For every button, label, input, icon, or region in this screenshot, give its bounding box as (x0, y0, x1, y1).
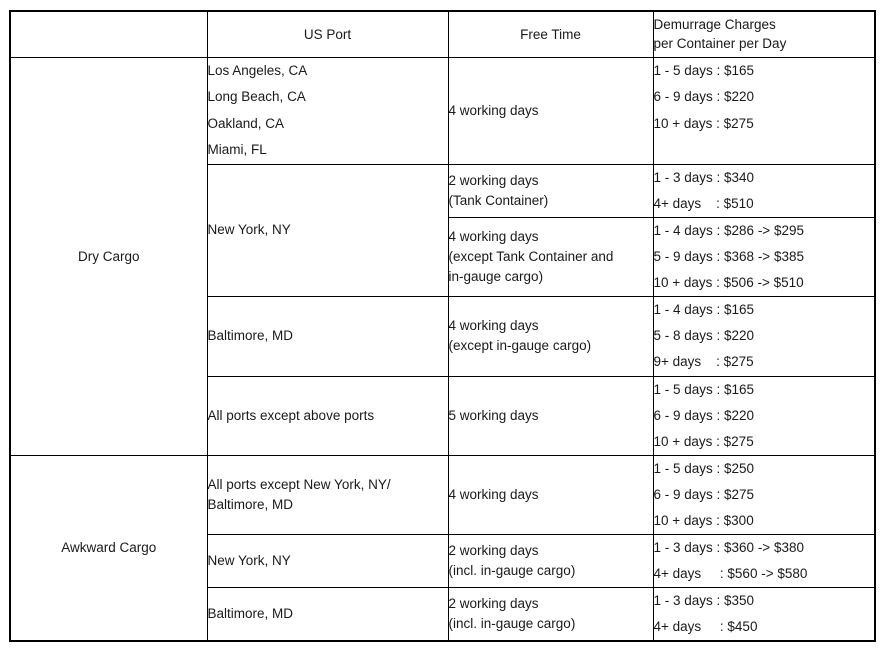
free-time-note: (incl. in-gauge cargo) (448, 562, 576, 578)
port-name: Baltimore, MD (207, 496, 294, 512)
header-demurrage-charges (653, 11, 875, 57)
port-cell: Baltimore, MD (207, 296, 448, 376)
table-row (10, 455, 875, 534)
port-cell (207, 57, 448, 164)
charge-line: 1 - 5 days : $250 (653, 460, 755, 476)
charge-line: 4+ days : $560 -> $580 (653, 565, 808, 581)
header-row (10, 11, 875, 57)
header-us-port: US Port (207, 11, 448, 57)
free-time-cell (448, 587, 653, 641)
header-charges-line1: Demurrage Charges (653, 17, 776, 33)
port-cell: New York, NY (207, 164, 448, 296)
charge-line: 6 - 9 days : $220 (653, 89, 755, 104)
free-time-line: 4 working days (448, 228, 539, 244)
port-cell: Baltimore, MD (207, 587, 448, 641)
charge-line: 10 + days : $300 (653, 512, 754, 528)
charge-line: 5 - 8 days : $220 (653, 328, 755, 343)
category-awkward-cargo: Awkward Cargo (10, 455, 207, 641)
free-time-line: 2 working days (448, 172, 539, 188)
free-time-note: (incl. in-gauge cargo) (448, 615, 576, 631)
free-time-cell (448, 296, 653, 376)
port-name: All ports except New York, NY/ (207, 476, 391, 492)
free-time-line: 2 working days (448, 542, 539, 558)
free-time-note: (except in-gauge cargo) (448, 338, 592, 353)
charges-cell (653, 534, 875, 587)
port-name: Miami, FL (207, 142, 267, 157)
port-name: Long Beach, CA (207, 89, 306, 104)
charges-cell (653, 376, 875, 455)
charges-cell (653, 164, 875, 217)
free-time-cell: 4 working days (448, 455, 653, 534)
free-time-note: (except Tank Container and (448, 248, 614, 264)
port-cell: New York, NY (207, 534, 448, 587)
header-charges-line2: per Container per Day (653, 36, 787, 52)
charge-line: 10 + days : $275 (653, 115, 754, 131)
charge-line: 6 - 9 days : $275 (653, 486, 755, 502)
charge-line: 1 - 5 days : $165 (653, 62, 755, 78)
charges-cell (653, 217, 875, 296)
charge-line: 10 + days : $275 (653, 433, 754, 449)
free-time-cell (448, 164, 653, 217)
charge-line: 6 - 9 days : $220 (653, 407, 755, 423)
charge-line: 10 + days : $506 -> $510 (653, 274, 804, 290)
charge-line: 5 - 9 days : $368 -> $385 (653, 248, 804, 264)
free-time-cell (448, 217, 653, 296)
charge-line: 1 - 4 days : $165 (653, 302, 755, 317)
charge-line: 9+ days : $275 (653, 354, 754, 369)
charges-cell (653, 57, 875, 164)
header-free-time: Free Time (448, 11, 653, 57)
header-category (10, 11, 207, 57)
charges-cell (653, 587, 875, 641)
free-time-note: (Tank Container) (448, 192, 549, 208)
charge-line: 1 - 5 days : $165 (653, 381, 755, 397)
charge-line: 1 - 4 days : $286 -> $295 (653, 222, 804, 238)
charge-line: 4+ days : $510 (653, 195, 754, 211)
charge-line: 1 - 3 days : $340 (653, 169, 755, 185)
demurrage-table (9, 10, 876, 642)
port-name: Oakland, CA (207, 115, 285, 131)
port-name: Los Angeles, CA (207, 62, 308, 78)
port-cell (207, 455, 448, 534)
charge-line: 1 - 3 days : $360 -> $380 (653, 539, 804, 555)
charges-cell (653, 296, 875, 376)
free-time-line: 4 working days (448, 318, 539, 333)
charge-line: 1 - 3 days : $350 (653, 592, 755, 608)
free-time-cell: 4 working days (448, 57, 653, 164)
charge-line: 4+ days : $450 (653, 618, 758, 634)
free-time-cell (448, 534, 653, 587)
table-row (10, 57, 875, 164)
charges-cell (653, 455, 875, 534)
port-cell: All ports except above ports (207, 376, 448, 455)
free-time-line: 2 working days (448, 595, 539, 611)
free-time-note: in-gauge cargo) (448, 268, 544, 284)
category-dry-cargo: Dry Cargo (10, 57, 207, 455)
free-time-cell: 5 working days (448, 376, 653, 455)
